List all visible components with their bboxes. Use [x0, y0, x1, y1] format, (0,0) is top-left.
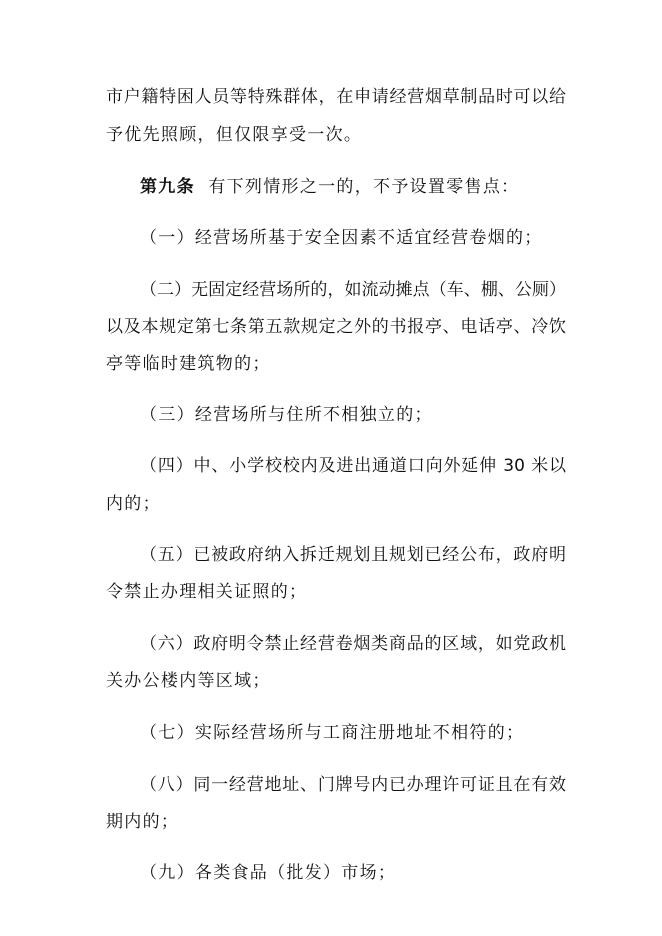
text-line: 令禁止办理相关证照的； — [106, 582, 308, 602]
text-line: 以及本规定第七条第五款规定之外的书报亭、电话亭、冷饮 — [106, 317, 566, 337]
clause-1: （一）经营场所基于安全因素不适宜经营卷烟的； — [140, 228, 543, 248]
text-line: 期内的； — [106, 812, 180, 832]
text-line: 关办公楼内等区域； — [106, 671, 271, 691]
article-label: 第九条 — [140, 177, 195, 197]
text-line: 予优先照顾，但仅限享受一次。 — [106, 125, 363, 145]
text-line: 亭等临时建筑物的； — [106, 354, 271, 374]
article-intro: 有下列情形之一的，不予设置零售点： — [208, 177, 520, 197]
clause-7: （七）实际经营场所与工商注册地址不相符的； — [140, 723, 525, 743]
text-line: 内的； — [106, 494, 161, 514]
clause-2: （二）无固定经营场所的，如流动摊点（车、棚、公厕） — [140, 280, 566, 300]
clause-8: （八）同一经营地址、门牌号内已办理许可证且在有效 — [140, 775, 566, 795]
clause-4: （四）中、小学校校内及进出通道口向外延伸 30 米以 — [140, 456, 566, 476]
clause-3: （三）经营场所与住所不相独立的； — [140, 405, 433, 425]
article-heading-line — [140, 176, 566, 198]
clause-9: （九）各类食品（批发）市场； — [140, 863, 397, 883]
clause-6: （六）政府明令禁止经营卷烟类商品的区域，如党政机 — [140, 634, 566, 654]
text-line: 市户籍特困人员等特殊群体，在申请经营烟草制品时可以给 — [106, 87, 566, 107]
clause-5: （五）已被政府纳入拆迁规划且规划已经公布，政府明 — [140, 545, 566, 565]
